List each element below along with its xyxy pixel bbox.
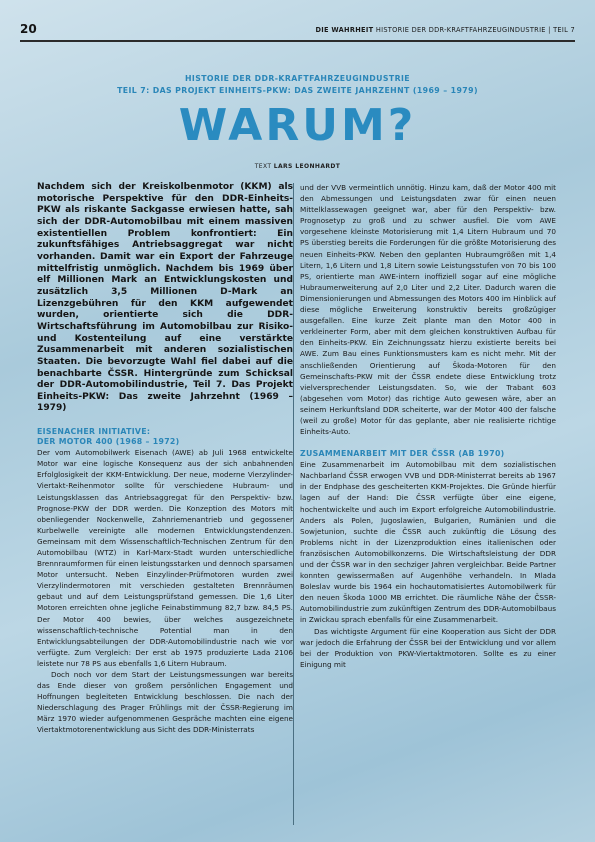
section1-heading-line1: EISENACHER INITIATIVE: xyxy=(37,427,151,437)
column-divider xyxy=(293,183,294,825)
byline xyxy=(0,163,595,170)
lead-paragraph: Nachdem sich der Kreiskolbenmotor (KKM) als motorische Perspektive für den DDR-Einheits-PKW als riskante Sackgasse erwiesen hatte, sah sich der DDR-Automobilbau mit einem massiven existentiellen Problem konfrontiert: Ein zukunftsfähiges Antriebsaggregat war nicht vorhanden. Damit war ein Export der Fahrzeuge mittelfristig unmöglich. Nachdem bis 1969 über elf Millionen Mark an Entwicklungskosten und zusätzlich 3,5 Millionen D-Mark an Lizenzgebühren für den KKM aufgewendet wurden, orientierte sich die DDR-Wirtschaftsführung im Automobilbau zur Risiko- und Kostenteilung auf eine verstärkte Zusammenarbeit mit anderen sozialistischen Staaten. Die bevorzugte Wahl fiel dabei auf die benachbarte ČSSR. Hintergründe zum Schicksal der DDR-Automobilindustrie, Teil 7. Das Projekt Einheits-PKW: Das zweite Jahrzehnt (1969 – 1979) xyxy=(37,182,293,414)
section1-paragraph-continued: und der VVB vermeintlich unnötig. Hinzu kam, daß der Motor 400 mit den Abmessungen und Leistungsdaten zwar für einen neuen Mittelklassewagen geeignet war, aber für den Perspektiv- bzw. Prognosetyp zu groß und zu schwer ausfiel. Die vom AWE vorgesehene kleinste Motorisierung mit 1,4 Litern Hubraum und 70 PS überstieg bereits die Forderungen für die größte Motorisierung des neuen Einheits-PKW. Neben den geplanten Hubraumgrößen mit 1,4 Litern, 1,6 Litern und 1,8 Litern sowie Leistungsstufen von 70 bis 100 PS, orientierte man AWE-intern inoffiziell sogar auf eine mögliche Hubraumerweiterung auf 2,0 Liter und 2,2 Liter. Dadurch waren die Dimensionierungen und Abmessungen des Motors 400 im Hinblick auf diese mögliche Erweiterung konstruktiv bereits großzügiger ausgefallen. Eine kurze Zeit plante man den Motor 400 in verkleinerter Form, aber mit dem gleichen konstruktiven Aufbau für den Einheits-PKW. Ein Zeichnungssatz hierzu existierte bereits bei AWE. Zum Bau eines Funktionsmusters kam es nicht mehr. Mit der anschließenden Orientierung auf Škoda-Motoren für den Gemeinschafts-PKW mit der ČSSR endete diese Entwicklung trotz vielversprechender Leistungsdaten. So, wie der Trabant 603 (abgesehen vom Motor) das richtige Auto gewesen wäre, aber an seinem Herkunftsland DDR scheiterte, war der Motor 400 der falsche (weil zu große) Motor für das geplante, aber nie realisierte richtige Einheits-Auto. xyxy=(300,183,556,437)
page-number: 20 xyxy=(20,22,37,36)
section2-paragraph: Eine Zusammenarbeit im Automobilbau mit dem sozialistischen Nachbarland ČSSR erwogen VVB und DDR-Ministerrat bereits ab 1967 in der Endphase des gescheiterten KKM-Projektes. Die Gründe hierfür lagen auf der Hand: Die ČSSR verfügte über eine eigene, hochentwickelte und auch im Export erfolgreiche Automobilindustrie. Anders als Polen, Jugoslawien, Bulgarien, Rumänien und die Sowjetunion, suchte die ČSSR auch zukünftig die Lösung des Problems nicht in der Lizenzproduktion eines italienischen oder französischen Automobilkonzerns. Die Wirtschaftsleistung der DDR und der ČSSR war in den sechziger Jahren vergleichbar. Beide Partner konnten gewissermaßen auf Augenhöhe verhandeln. In Mlada Boleslav wurde bis 1964 ein hochautomatisiertes Automobilwerk für den neuen Škoda 1000 MB errichtet. Die räumliche Nähe der ČSSR-Automobilindustrie zum zukünftigen Zentrum des DDR-Automobilbaus in Zwickau sprach ebenfalls für eine Zusammenarbeit. xyxy=(300,460,556,625)
section1-paragraph: Der vom Automobilwerk Eisenach (AWE) ab Juli 1968 entwickelte Motor war eine logische Konsequenz aus der sich anbahnenden Erfolglosigkeit der KKM-Entwicklung. Der neue, moderne Vierzylinder-Viertakt-Reihenmotor sollte für verschiedene Hubraum- und Leistungsklassen das Antriebsaggregat für den Perspektiv- bzw. Prognose-PKW der DDR werden. Die Konzeption des Motors mit obenliegender Nockenwelle, Zahnriemenantrieb und gegossener Kurbelwelle vereinigte alle modernen Entwicklungstendenzen. Gemeinsam mit dem Wissenschaftlich-Technischen Zentrum für den Automobilbau (WTZ) in Karl-Marx-Stadt wurden unterschiedliche Brennraumformen für einen leistungsstarken und dennoch sparsamen Motor untersucht. Neben Einzylinder-Prüfmotoren wurden zwei Vierzylindermotoren mit verschieden gestalteten Brennräumen gebaut und auf dem Leistungsprüfstand gemessen. Die 1,6 Liter Motoren erreichten ohne jegliche Feinabstimmung 82,7 bzw. 84,5 PS. Der Motor 400 bewies, über welches ausgezeichnete wissenschaftlich-technische Potential man in den Entwicklungsabteilungen der DDR-Automobilindustrie nach wie vor verfügte. Zum Vergleich: Der erst ab 1975 produzierte Lada 2106 leistete nur 78 PS aus ebenfalls 1,6 Litern Hubraum. xyxy=(37,448,293,668)
header-rule xyxy=(20,40,575,42)
section2-paragraph: Das wichtigste Argument für eine Kooperation aus Sicht der DDR war jedoch die Erfahrung der ČSSR bei der Entwicklung und vor allem bei der Produktion von PKW-Viertaktmotoren. Sollte es zu einer Einigung mit xyxy=(300,626,556,669)
running-head-section: HISTORIE DER DDR-KRAFTFAHRZEUGINDUSTRIE | TEIL 7 xyxy=(373,26,575,34)
page-header xyxy=(0,0,595,44)
running-head-publication: DIE WAHRHEIT xyxy=(315,26,374,34)
section2-heading: ZUSAMMENARBEIT MIT DER ČSSR (AB 1970) xyxy=(300,449,505,459)
right-column xyxy=(300,182,556,670)
section1-heading-line2: DER MOTOR 400 (1968 – 1972) xyxy=(37,437,180,447)
article-title: WARUM? xyxy=(178,100,417,151)
section1-paragraph: Doch noch vor dem Start der Leistungsmessungen war bereits das Ende dieser von großem persönlichen Engagement und Hoffnungen begleiteten Entwicklung beschlossen. Die nach der Niederschlagung des Prager Frühlings mit der ČSSR-Regierung im März 1970 wieder aufgenommenen Gespräche machten eine eigene Viertaktmotorenentwicklung aus Sicht des DDR-Ministerrats xyxy=(37,670,293,735)
byline-author: LARS LEONHARDT xyxy=(273,163,341,170)
series-kicker: HISTORIE DER DDR-KRAFTFAHRZEUGINDUSTRIE xyxy=(184,74,411,83)
byline-prefix: TEXT xyxy=(254,163,274,170)
left-column xyxy=(37,182,293,736)
part-kicker: TEIL 7: DAS PROJEKT EINHEITS-PKW: DAS ZWEITE JAHRZEHNT (1969 – 1979) xyxy=(117,86,478,95)
running-head xyxy=(315,26,575,34)
